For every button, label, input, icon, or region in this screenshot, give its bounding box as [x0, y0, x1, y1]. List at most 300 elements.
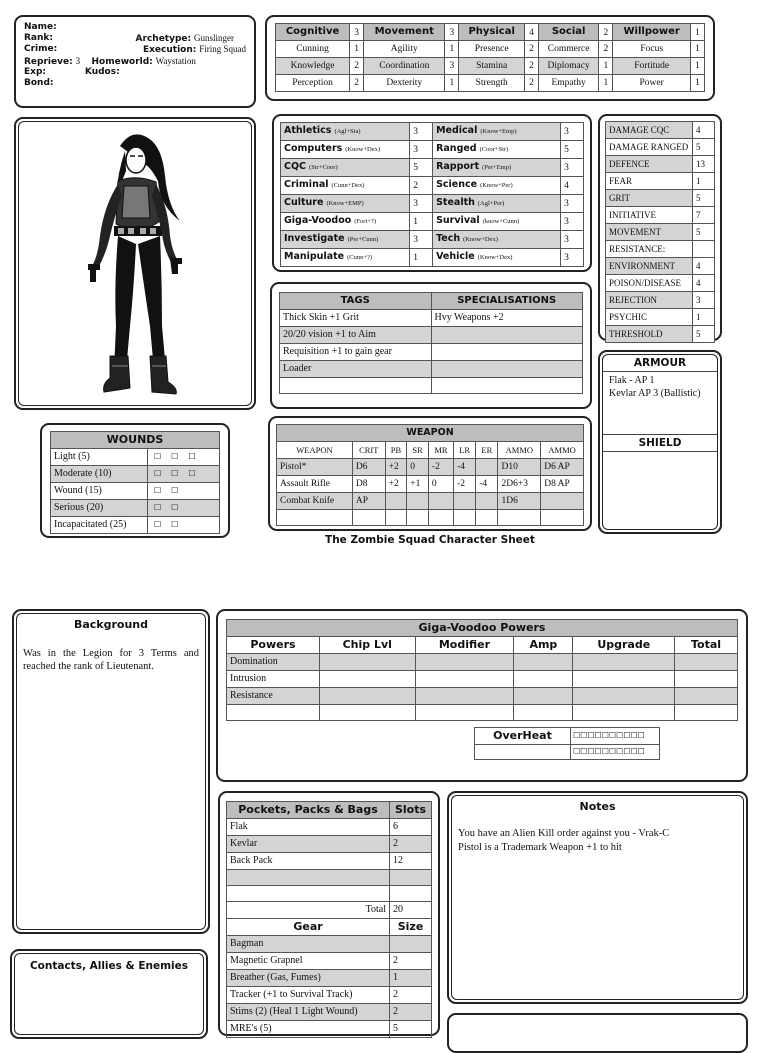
- power-stat[interactable]: [675, 705, 738, 721]
- weapon-stat[interactable]: D6: [352, 459, 385, 476]
- armour-title: ARMOUR: [603, 355, 717, 372]
- weapons-panel: [268, 416, 592, 531]
- wound-checkboxes[interactable]: ☐☐☐: [148, 466, 220, 483]
- background-title: Background: [73, 618, 149, 631]
- specialisation-entry[interactable]: [431, 378, 583, 394]
- gear-size[interactable]: 2: [390, 953, 432, 970]
- weapons-table: [276, 424, 584, 526]
- derived-stat-name: ENVIRONMENT: [606, 258, 693, 275]
- derived-stat-value[interactable]: 13: [693, 156, 715, 173]
- weapon-stat[interactable]: D10: [498, 459, 541, 476]
- wounds-title: WOUNDS: [51, 432, 220, 449]
- power-name[interactable]: Resistance: [227, 688, 320, 705]
- skill-formula: (Know+Dex): [477, 254, 513, 261]
- skill-formula: (Know+Dex): [463, 236, 498, 243]
- skill-name: Vehicle: [436, 251, 475, 262]
- identity-row-name: [24, 22, 246, 33]
- skill-name-cell: [433, 177, 561, 195]
- wound-checkboxes[interactable]: ☐☐☐: [148, 449, 220, 466]
- derived-stat-value[interactable]: 5: [693, 190, 715, 207]
- derived-stat-value[interactable]: 4: [693, 275, 715, 292]
- attribute-stat-value[interactable]: 3: [445, 58, 459, 75]
- weapon-column-header: PB: [385, 442, 407, 459]
- attribute-stat-value[interactable]: 1: [445, 41, 459, 58]
- skill-value[interactable]: 3: [410, 231, 433, 249]
- weapon-stat[interactable]: 0: [407, 459, 429, 476]
- power-stat[interactable]: [514, 654, 573, 671]
- power-name[interactable]: Intrusion: [227, 671, 320, 688]
- attribute-stat-value[interactable]: 2: [350, 58, 364, 75]
- weapon-stat[interactable]: [498, 510, 541, 526]
- attribute-stat-name: Empathy: [538, 75, 598, 92]
- skill-name: Investigate: [284, 233, 345, 244]
- attribute-stat-value[interactable]: 1: [445, 75, 459, 92]
- pocket-item[interactable]: Back Pack: [227, 853, 390, 870]
- exp-label: Exp:: [24, 67, 46, 77]
- skill-value[interactable]: 2: [410, 177, 433, 195]
- attribute-stat-name: Commerce: [538, 41, 598, 58]
- execution-label: Execution:: [142, 45, 197, 55]
- attribute-group-value[interactable]: 4: [524, 24, 538, 41]
- skill-value[interactable]: 3: [561, 213, 584, 231]
- attribute-stat-value[interactable]: 1: [691, 75, 705, 92]
- skills-table: [280, 122, 584, 267]
- weapon-column-header: SR: [407, 442, 429, 459]
- wounds-table: [50, 431, 220, 534]
- weapon-column-header: ER: [476, 442, 498, 459]
- wound-checkboxes[interactable]: ☐☐: [148, 500, 220, 517]
- tag-entry[interactable]: Loader: [280, 361, 432, 378]
- skill-value[interactable]: 3: [561, 231, 584, 249]
- reprieve-label: Reprieve:: [24, 56, 73, 67]
- powers-panel: [216, 609, 748, 782]
- weapon-column-header: AMMO: [498, 442, 541, 459]
- skill-value[interactable]: 5: [561, 141, 584, 159]
- attribute-stat-value[interactable]: 1: [599, 58, 613, 75]
- skill-name: Athletics: [284, 125, 332, 136]
- weapon-title: WEAPON: [277, 425, 584, 442]
- weapon-stat[interactable]: [428, 493, 453, 510]
- derived-stat-value[interactable]: 3: [693, 292, 715, 309]
- homeworld-label: Homeworld:: [91, 56, 153, 67]
- gear-size[interactable]: 1: [390, 970, 432, 987]
- attribute-stat-value[interactable]: 2: [524, 41, 538, 58]
- slots-header: Slots: [390, 802, 432, 819]
- skill-formula: (Str+Coor): [309, 164, 338, 171]
- attribute-stat-name: Presence: [459, 41, 525, 58]
- weapon-column-header: LR: [454, 442, 476, 459]
- power-stat[interactable]: [675, 671, 738, 688]
- skill-name: Ranged: [436, 143, 477, 154]
- derived-stats-panel: [598, 114, 722, 341]
- derived-stat-name: RESISTANCE:: [606, 241, 693, 258]
- power-stat[interactable]: [415, 654, 514, 671]
- skill-name-cell: [281, 195, 410, 213]
- reprieve-field[interactable]: 3: [75, 55, 81, 66]
- derived-stat-value[interactable]: 5: [693, 326, 715, 343]
- attribute-stat-name: Dexterity: [364, 75, 445, 92]
- weapon-stat[interactable]: -2: [428, 459, 453, 476]
- skill-name: Culture: [284, 197, 324, 208]
- attribute-stat-name: Perception: [276, 75, 350, 92]
- pockets-total-label: Total: [227, 902, 390, 919]
- power-stat[interactable]: [675, 688, 738, 705]
- power-stat[interactable]: [415, 705, 514, 721]
- background-panel: [12, 609, 210, 934]
- contacts-panel: [10, 949, 208, 1039]
- shield-title: SHIELD: [603, 434, 717, 452]
- derived-stat-name: INITIATIVE: [606, 207, 693, 224]
- weapon-name[interactable]: Pistol*: [277, 459, 353, 476]
- powers-column-header: Upgrade: [573, 637, 675, 654]
- skill-value[interactable]: 1: [410, 249, 433, 267]
- wound-level-label: Incapacitated (25): [51, 517, 148, 534]
- powers-column-header: Powers: [227, 637, 320, 654]
- pockets-panel: [218, 791, 440, 1036]
- gear-size[interactable]: 5: [390, 1021, 432, 1038]
- tag-entry[interactable]: 20/20 vision +1 to Aim: [280, 327, 432, 344]
- tag-entry[interactable]: [280, 378, 432, 394]
- attribute-stat-value[interactable]: 2: [524, 58, 538, 75]
- attribute-group-value[interactable]: 3: [350, 24, 364, 41]
- derived-stat-value[interactable]: 4: [693, 122, 715, 139]
- gear-item[interactable]: MRE's (5): [227, 1021, 390, 1038]
- pocket-item[interactable]: [227, 870, 390, 886]
- power-stat[interactable]: [573, 705, 675, 721]
- pocket-item[interactable]: [227, 886, 390, 902]
- skill-formula: (Know+Dex): [345, 146, 381, 153]
- pocket-slots[interactable]: 6: [390, 819, 432, 836]
- derived-stat-name: THRESHOLD: [606, 326, 693, 343]
- tags-table: [279, 292, 583, 394]
- weapon-stat[interactable]: +2: [385, 476, 407, 493]
- attribute-stat-name: Knowledge: [276, 58, 350, 75]
- skill-formula: (Cunn+?): [347, 254, 373, 261]
- weapon-stat[interactable]: [385, 510, 407, 526]
- weapon-stat[interactable]: [407, 493, 429, 510]
- attribute-stat-name: Fortitude: [613, 58, 691, 75]
- weapon-name[interactable]: Combat Knife: [277, 493, 353, 510]
- attribute-stat-value[interactable]: 2: [524, 75, 538, 92]
- pockets-total-value[interactable]: 20: [390, 902, 432, 919]
- pocket-slots[interactable]: 12: [390, 853, 432, 870]
- bond-label: Bond:: [24, 77, 54, 88]
- identity-row-reprieve: [24, 56, 246, 68]
- weapon-stat[interactable]: [454, 510, 476, 526]
- armour-entry[interactable]: Kevlar AP 3 (Ballistic): [609, 388, 701, 399]
- weapon-stat[interactable]: AP: [352, 493, 385, 510]
- overheat-table: [474, 727, 660, 760]
- execution-field[interactable]: Firing Squad: [199, 44, 246, 54]
- skill-formula: (Know+Emp): [480, 128, 517, 135]
- skill-name: Criminal: [284, 179, 329, 190]
- gear-size[interactable]: 2: [390, 987, 432, 1004]
- powers-column-header: Amp: [514, 637, 573, 654]
- tag-entry[interactable]: Thick Skin +1 Grit: [280, 310, 432, 327]
- attribute-group-name: Social: [538, 24, 598, 41]
- pocket-slots[interactable]: 2: [390, 836, 432, 853]
- skill-name-cell: [433, 159, 561, 177]
- power-stat[interactable]: [514, 705, 573, 721]
- skill-name-cell: [281, 123, 410, 141]
- archetype-label: Archetype:: [135, 33, 192, 44]
- weapon-name[interactable]: Assault Rifle: [277, 476, 353, 493]
- derived-stat-value[interactable]: 4: [693, 258, 715, 275]
- skill-name-cell: [433, 195, 561, 213]
- pockets-title: Pockets, Packs & Bags: [227, 802, 390, 819]
- gear-header: Gear: [227, 919, 390, 936]
- skill-formula: (Agl+Sta): [334, 128, 361, 135]
- identity-row-rank: [24, 33, 246, 45]
- pocket-item[interactable]: Kevlar: [227, 836, 390, 853]
- skill-name-cell: [281, 141, 410, 159]
- skill-name: Science: [436, 179, 478, 190]
- derived-stat-name: FEAR: [606, 173, 693, 190]
- archetype-field[interactable]: Gunslinger: [194, 32, 234, 43]
- weapon-name[interactable]: [277, 510, 353, 526]
- note-line: Pistol is a Trademark Weapon +1 to hit: [458, 842, 622, 853]
- powers-table: [226, 619, 738, 721]
- skill-name: Rapport: [436, 161, 480, 172]
- identity-row-crime: [24, 44, 246, 56]
- wound-level-label: Light (5): [51, 449, 148, 466]
- name-label: Name:: [24, 22, 57, 32]
- attribute-stat-name: Focus: [613, 41, 691, 58]
- skill-name-cell: [281, 159, 410, 177]
- specialisation-entry[interactable]: [431, 327, 583, 344]
- notes-text[interactable]: [458, 827, 737, 855]
- skill-value[interactable]: 1: [410, 213, 433, 231]
- crime-label: Crime:: [24, 44, 58, 54]
- power-stat[interactable]: [514, 688, 573, 705]
- tag-entry[interactable]: Requisition +1 to gain gear: [280, 344, 432, 361]
- gear-item[interactable]: Bagman: [227, 936, 390, 953]
- power-stat[interactable]: [415, 688, 514, 705]
- specialisation-entry[interactable]: [431, 361, 583, 378]
- attribute-stat-name: Coordination: [364, 58, 445, 75]
- derived-stat-value[interactable]: 5: [693, 224, 715, 241]
- wounds-panel: [40, 423, 230, 538]
- power-stat[interactable]: [573, 688, 675, 705]
- pocket-item[interactable]: Flak: [227, 819, 390, 836]
- skill-value[interactable]: 3: [561, 159, 584, 177]
- attribute-stat-value[interactable]: 1: [691, 41, 705, 58]
- derived-stat-value[interactable]: 1: [693, 309, 715, 326]
- weapon-stat[interactable]: -2: [454, 476, 476, 493]
- lower-right-panel: [447, 1013, 748, 1053]
- weapon-column-header: CRIT: [352, 442, 385, 459]
- attribute-stat-name: Power: [613, 75, 691, 92]
- skill-formula: (know+Cunn): [482, 218, 520, 225]
- attribute-stat-name: Agility: [364, 41, 445, 58]
- derived-stats-table: [605, 121, 715, 343]
- skill-value[interactable]: 3: [561, 123, 584, 141]
- weapon-stat[interactable]: [476, 510, 498, 526]
- identity-row-bond: [24, 78, 246, 89]
- skill-name: Tech: [436, 233, 461, 244]
- gear-size[interactable]: 2: [390, 1004, 432, 1021]
- note-line: You have an Alien Kill order against you - Vrak-C: [458, 828, 670, 839]
- attributes-table: [275, 23, 705, 92]
- overheat-boxes-row1[interactable]: ☐☐☐☐☐☐☐☐☐☐: [571, 728, 660, 745]
- derived-stat-name: GRIT: [606, 190, 693, 207]
- background-text[interactable]: Was in the Legion for 3 Terms and reached the rank of Lieutenant.: [23, 648, 199, 672]
- armour-list: [603, 372, 717, 434]
- skill-value[interactable]: 3: [410, 123, 433, 141]
- attributes-panel: [265, 15, 715, 101]
- weapon-stat[interactable]: +1: [407, 476, 429, 493]
- power-stat[interactable]: [573, 654, 675, 671]
- derived-stat-name: MOVEMENT: [606, 224, 693, 241]
- power-stat[interactable]: [319, 705, 415, 721]
- pocket-slots[interactable]: [390, 886, 432, 902]
- specialisation-entry[interactable]: Hvy Weapons +2: [431, 310, 583, 327]
- weapon-stat[interactable]: D8: [352, 476, 385, 493]
- weapon-stat[interactable]: 1D6: [498, 493, 541, 510]
- weapon-stat[interactable]: [541, 493, 584, 510]
- weapon-stat[interactable]: D6 AP: [541, 459, 584, 476]
- attribute-group-value[interactable]: 3: [445, 24, 459, 41]
- powers-column-header: Total: [675, 637, 738, 654]
- attribute-stat-value[interactable]: 2: [350, 75, 364, 92]
- power-stat[interactable]: [675, 654, 738, 671]
- skill-name-cell: [281, 177, 410, 195]
- character-portrait-image: [70, 126, 200, 401]
- tags-panel: [270, 282, 592, 409]
- skill-formula: (Coor+Str): [479, 146, 509, 153]
- derived-stat-name: DAMAGE CQC: [606, 122, 693, 139]
- attribute-stat-value[interactable]: 2: [599, 41, 613, 58]
- attribute-stat-value[interactable]: 1: [350, 41, 364, 58]
- skill-value[interactable]: 4: [561, 177, 584, 195]
- notes-panel: [447, 791, 748, 1004]
- attribute-group-name: Willpower: [613, 24, 691, 41]
- skill-formula: (Know+EMP): [326, 200, 364, 207]
- attribute-stat-name: Diplomacy: [538, 58, 598, 75]
- power-stat[interactable]: [415, 671, 514, 688]
- weapon-stat[interactable]: [454, 493, 476, 510]
- attribute-stat-name: Stamina: [459, 58, 525, 75]
- homeworld-field[interactable]: Waystation: [155, 55, 196, 66]
- identity-panel: [14, 15, 256, 108]
- attribute-group-name: Movement: [364, 24, 445, 41]
- skills-panel: [272, 114, 592, 272]
- skill-value[interactable]: 3: [410, 141, 433, 159]
- wound-level-label: Wound (15): [51, 483, 148, 500]
- weapon-stat[interactable]: 2D6+3: [498, 476, 541, 493]
- pocket-slots[interactable]: [390, 870, 432, 886]
- weapon-stat[interactable]: +2: [385, 459, 407, 476]
- gear-item[interactable]: Magnetic Grapnel: [227, 953, 390, 970]
- derived-stat-name: PSYCHIC: [606, 309, 693, 326]
- power-stat[interactable]: [319, 671, 415, 688]
- derived-stat-name: POISON/DISEASE: [606, 275, 693, 292]
- skill-formula: (Know+Per): [480, 182, 513, 189]
- attribute-group-name: Physical: [459, 24, 525, 41]
- wound-checkboxes[interactable]: ☐☐: [148, 517, 220, 534]
- weapon-stat[interactable]: [428, 510, 453, 526]
- skill-value[interactable]: 3: [410, 195, 433, 213]
- specialisation-entry[interactable]: [431, 344, 583, 361]
- weapon-stat[interactable]: [476, 459, 498, 476]
- weapon-stat[interactable]: D8 AP: [541, 476, 584, 493]
- skill-name: Computers: [284, 143, 343, 154]
- weapon-stat[interactable]: [352, 510, 385, 526]
- derived-stat-name: DAMAGE RANGED: [606, 139, 693, 156]
- skill-formula: (Per+Emp): [482, 164, 512, 171]
- gear-item[interactable]: Stims (2) (Heal 1 Light Wound): [227, 1004, 390, 1021]
- skill-name-cell: [433, 141, 561, 159]
- skill-name: Survival: [436, 215, 480, 226]
- derived-stat-value[interactable]: [693, 241, 715, 258]
- attribute-stat-name: Cunning: [276, 41, 350, 58]
- power-stat[interactable]: [319, 654, 415, 671]
- gear-item[interactable]: Breather (Gas, Fumes): [227, 970, 390, 987]
- derived-stat-value[interactable]: 7: [693, 207, 715, 224]
- weapon-stat[interactable]: [385, 493, 407, 510]
- skill-formula: (Fort+?): [354, 218, 376, 225]
- weapon-stat[interactable]: [541, 510, 584, 526]
- attribute-stat-value[interactable]: 1: [691, 58, 705, 75]
- attribute-stat-value[interactable]: 1: [599, 75, 613, 92]
- skill-value[interactable]: 3: [561, 195, 584, 213]
- weapon-column-header: WEAPON: [277, 442, 353, 459]
- skill-name: Stealth: [436, 197, 475, 208]
- rank-label: Rank:: [24, 32, 53, 43]
- powers-column-header: Chip Lvl: [319, 637, 415, 654]
- weapon-stat[interactable]: 0: [428, 476, 453, 493]
- tags-header: TAGS: [280, 293, 432, 310]
- gear-size[interactable]: [390, 936, 432, 953]
- overheat-label: OverHeat: [475, 728, 571, 745]
- skill-value[interactable]: 3: [561, 249, 584, 267]
- overheat-boxes-row2[interactable]: ☐☐☐☐☐☐☐☐☐☐: [571, 745, 660, 760]
- weapon-stat[interactable]: [407, 510, 429, 526]
- derived-stat-value[interactable]: 1: [693, 173, 715, 190]
- power-name[interactable]: [227, 705, 320, 721]
- skill-name-cell: [281, 213, 410, 231]
- skill-name-cell: [433, 231, 561, 249]
- skill-name-cell: [433, 123, 561, 141]
- weapon-stat[interactable]: -4: [476, 476, 498, 493]
- derived-stat-value[interactable]: 5: [693, 139, 715, 156]
- power-stat[interactable]: [319, 688, 415, 705]
- identity-row-exp: [24, 67, 246, 78]
- skill-formula: (Per+Cunn): [347, 236, 379, 243]
- kudos-label: Kudos:: [84, 67, 120, 77]
- weapon-stat[interactable]: -4: [454, 459, 476, 476]
- weapon-stat[interactable]: [476, 493, 498, 510]
- power-stat[interactable]: [514, 671, 573, 688]
- skill-name: Manipulate: [284, 251, 345, 262]
- attribute-group-value[interactable]: 2: [599, 24, 613, 41]
- derived-stat-name: REJECTION: [606, 292, 693, 309]
- wound-checkboxes[interactable]: ☐☐: [148, 483, 220, 500]
- skill-value[interactable]: 5: [410, 159, 433, 177]
- wound-level-label: Serious (20): [51, 500, 148, 517]
- powers-column-header: Modifier: [415, 637, 514, 654]
- specialisations-header: SPECIALISATIONS: [431, 293, 583, 310]
- armour-entry[interactable]: Flak - AP 1: [609, 375, 655, 386]
- skill-name-cell: [433, 213, 561, 231]
- skill-name: Medical: [436, 125, 478, 136]
- power-name[interactable]: Domination: [227, 654, 320, 671]
- armour-panel: [598, 350, 722, 534]
- gear-item[interactable]: Tracker (+1 to Survival Track): [227, 987, 390, 1004]
- attribute-group-value[interactable]: 1: [691, 24, 705, 41]
- skill-formula: (Agl+Per): [477, 200, 505, 207]
- power-stat[interactable]: [573, 671, 675, 688]
